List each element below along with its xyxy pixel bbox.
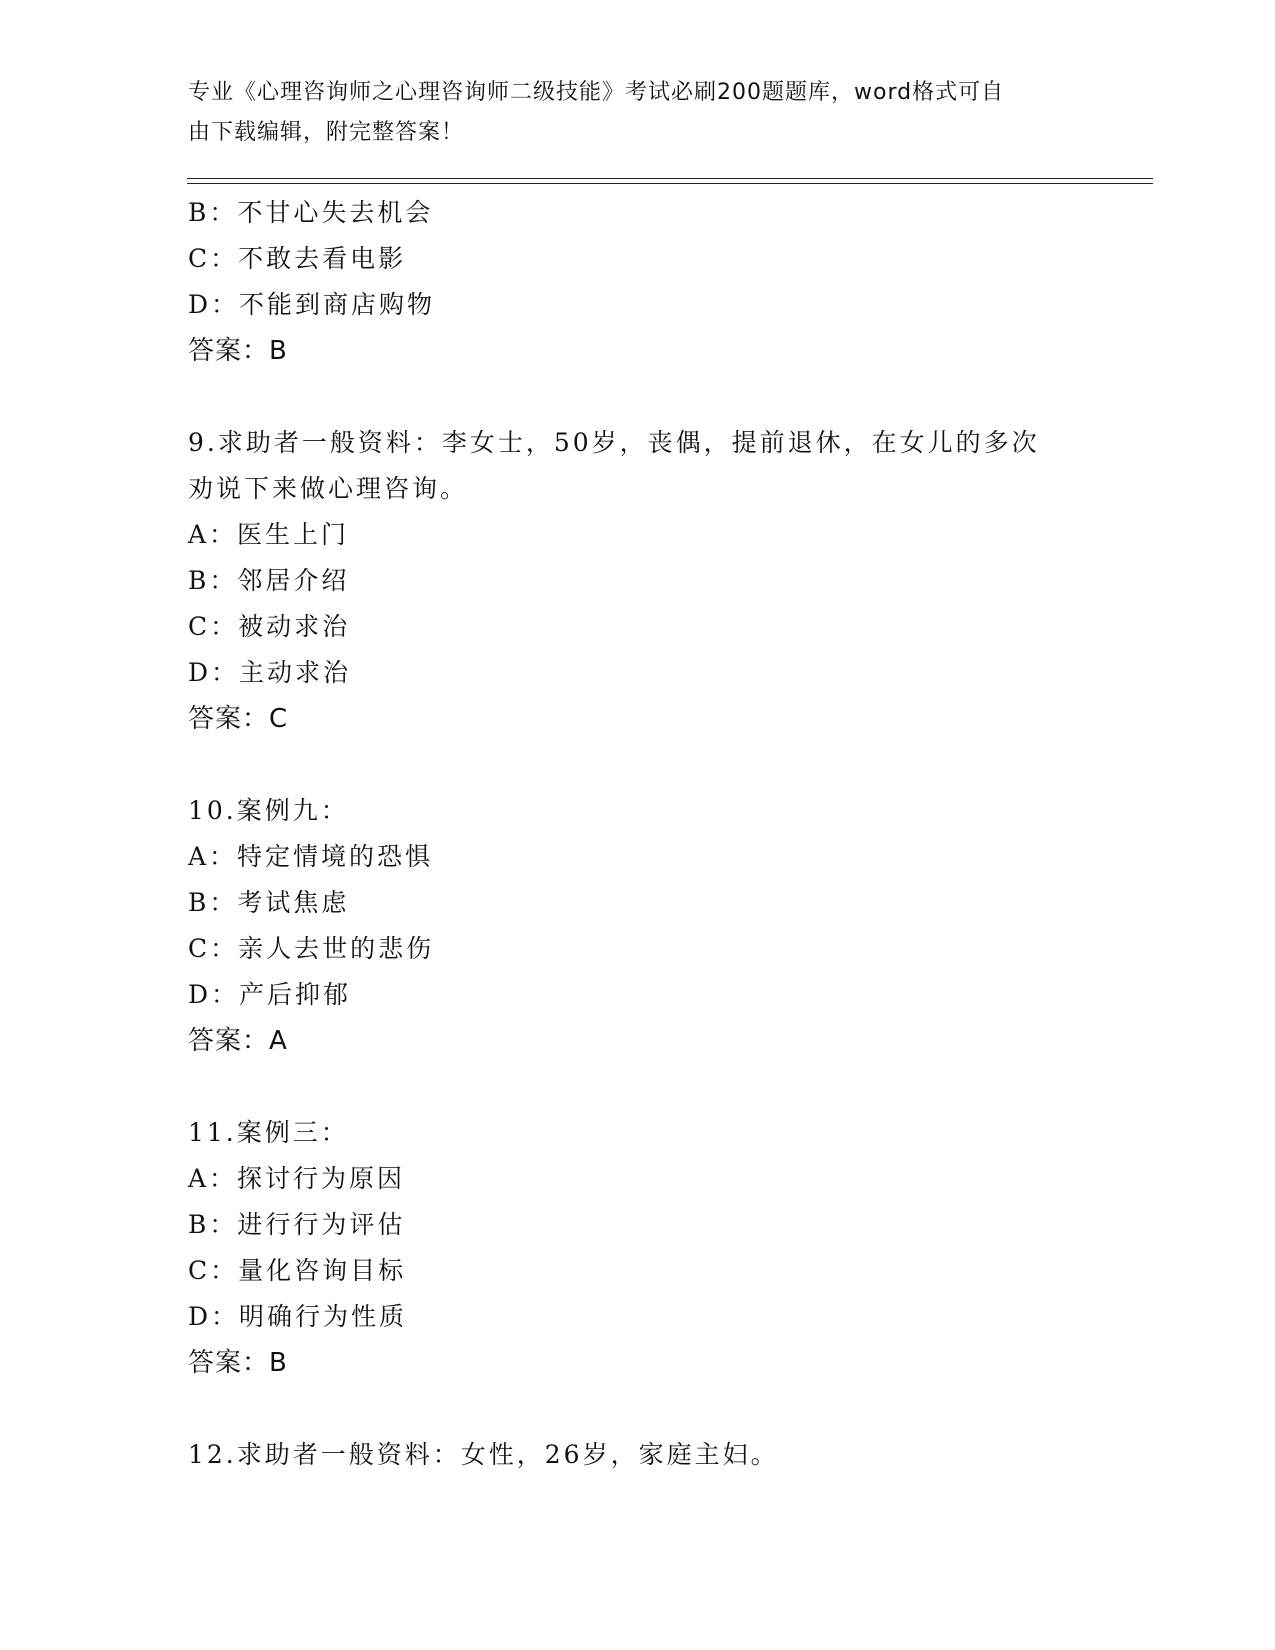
question-stem: 10.案例九： (188, 796, 349, 825)
option-b: B：考试焦虑 (188, 888, 350, 917)
option-d: D：明确行为性质 (188, 1302, 408, 1331)
option-a: A：医生上门 (188, 520, 350, 549)
question-stem: 11.案例三： (188, 1118, 349, 1147)
answer: 答案：B (188, 336, 288, 366)
question-stem: 12.求助者一般资料：女性，26岁，家庭主妇。 (188, 1440, 779, 1469)
answer: 答案：B (188, 1348, 288, 1378)
option-c: C：不敢去看电影 (188, 244, 407, 273)
option-d: D：主动求治 (188, 658, 352, 687)
header-divider-top (187, 178, 1153, 179)
answer: 答案：C (188, 704, 289, 734)
header-line-1: 专业《心理咨询师之心理咨询师二级技能》考试必刷200题题库，word格式可自 (188, 80, 1005, 105)
option-d: D：产后抑郁 (188, 980, 352, 1009)
question-stem: 9.求助者一般资料：李女士，50岁，丧偶，提前退休，在女儿的多次 (188, 428, 1040, 457)
option-c: C：量化咨询目标 (188, 1256, 407, 1285)
answer: 答案：A (188, 1026, 288, 1056)
question-stem: 劝说下来做心理咨询。 (188, 474, 469, 503)
document-header (188, 73, 1068, 153)
document-body (188, 190, 1088, 1478)
option-b: B：邻居介绍 (188, 566, 350, 595)
option-b: B：进行行为评估 (188, 1210, 406, 1239)
option-c: C：被动求治 (188, 612, 351, 641)
option-b: B：不甘心失去机会 (188, 198, 434, 227)
header-line-2: 由下载编辑，附完整答案！ (188, 120, 465, 145)
header-divider-bottom (187, 183, 1153, 184)
option-a: A：特定情境的恐惧 (188, 842, 434, 871)
option-a: A：探讨行为原因 (188, 1164, 406, 1193)
option-c: C：亲人去世的悲伤 (188, 934, 435, 963)
option-d: D：不能到商店购物 (188, 290, 436, 319)
